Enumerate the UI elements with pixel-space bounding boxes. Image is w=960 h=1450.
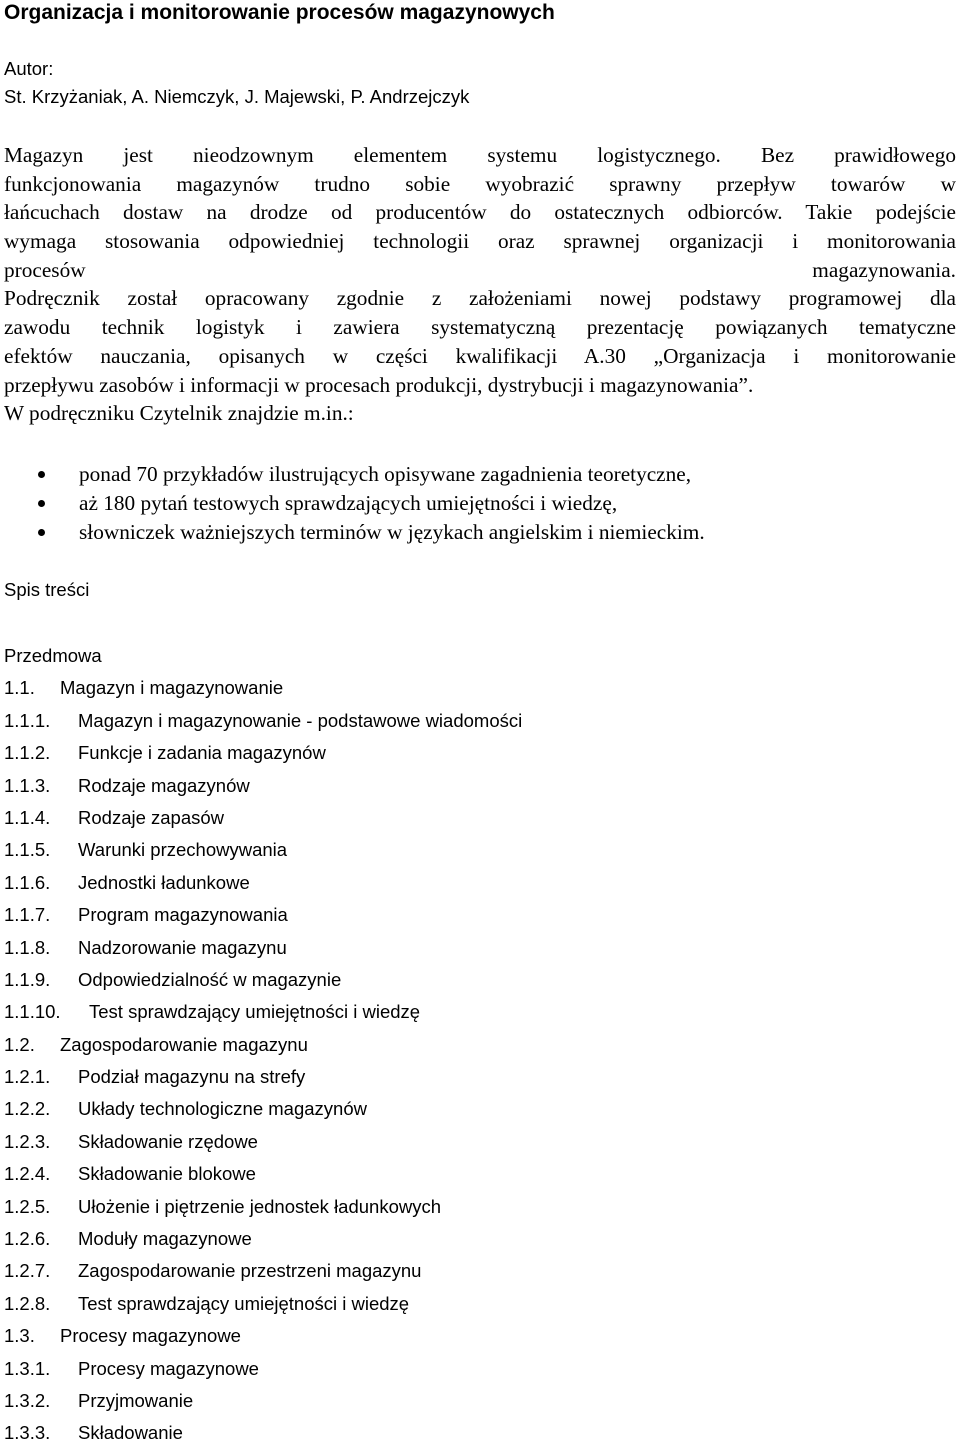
toc-entry-label: Test sprawdzający umiejętności i wiedzę: [89, 1001, 421, 1023]
intro-line: zawodu technik logistyk i zawiera systematyczną prezentację powiązanych tematyczne: [4, 315, 956, 340]
list-item: [0, 518, 705, 547]
toc-entry-number: 1.1.4.: [4, 806, 51, 828]
toc-entry-label: Procesy magazynowe: [60, 1325, 241, 1347]
list-item-text: słowniczek ważniejszych terminów w językach angielskim i niemieckim.: [79, 520, 705, 544]
toc-entry-label: Nadzorowanie magazynu: [78, 936, 287, 958]
intro-line: łańcuchach dostaw na drodze od producentów do ostatecznych odbiorców. Takie podejście: [4, 200, 956, 225]
toc-entry-label: Magazyn i magazynowanie: [60, 677, 284, 699]
toc-entry-label: Ułożenie i piętrzenie jednostek ładunkowych: [78, 1195, 442, 1217]
toc-entry-label: Zagospodarowanie przestrzeni magazynu: [78, 1260, 422, 1282]
toc-entry-label: Procesy magazynowe: [78, 1357, 259, 1379]
intro-line: wymaga stosowania odpowiedniej technologii oraz sprawnej organizacji i monitorowania: [4, 229, 956, 254]
list-item: [0, 489, 705, 518]
toc-entry-number: 1.2.1.: [4, 1066, 51, 1088]
document-title: Organizacja i monitorowanie procesów magazynowych: [4, 1, 555, 24]
toc-entry-label: Funkcje i zadania magazynów: [78, 742, 326, 764]
toc-entry-label: Rodzaje zapasów: [78, 806, 225, 828]
bullet-icon: [38, 529, 45, 536]
toc-entry-number: 1.2.7.: [4, 1260, 51, 1282]
bullet-icon: [38, 500, 45, 507]
toc-entry-label: Test sprawdzający umiejętności i wiedzę: [78, 1292, 410, 1314]
toc-entry-number: 1.1.: [4, 677, 35, 699]
toc-entry-label: Program magazynowania: [78, 904, 288, 926]
intro-line: Podręcznik został opracowany zgodnie z założeniami nowej podstawy programowej dla: [4, 286, 956, 311]
toc-entry-label: Rodzaje magazynów: [78, 774, 250, 796]
toc-entry-number: 1.1.2.: [4, 742, 51, 764]
toc-entry-number: 1.1.7.: [4, 904, 51, 926]
intro-paragraph: [4, 141, 956, 428]
list-item-text: aż 180 pytań testowych sprawdzających umiejętności i wiedzę,: [79, 491, 618, 515]
toc-entry-number: 1.3.2.: [4, 1389, 51, 1411]
toc-entry-number: 1.2.3.: [4, 1130, 51, 1152]
toc-entry-label: Składowanie rzędowe: [78, 1130, 258, 1152]
toc-entry-number: 1.3.3.: [4, 1422, 51, 1444]
toc-entry-number: 1.2.2.: [4, 1098, 51, 1120]
toc-entry-label: Warunki przechowywania: [78, 839, 288, 861]
toc-entry-number: 1.2.6.: [4, 1228, 51, 1250]
toc-entry-label: Składowanie: [78, 1422, 183, 1444]
toc-entry-label: Jednostki ładunkowe: [78, 871, 250, 893]
toc-entry-number: 1.2.: [4, 1033, 35, 1055]
toc-entry-label: Magazyn i magazynowanie - podstawowe wiadomości: [78, 709, 523, 731]
toc-entry-number: 1.1.1.: [4, 709, 51, 731]
toc-entry-number: 1.3.1.: [4, 1357, 51, 1379]
toc-heading: Spis treści: [4, 579, 90, 600]
bullet-icon: [38, 471, 45, 478]
intro-line: W podręczniku Czytelnik znajdzie m.in.:: [4, 401, 354, 426]
intro-line: funkcjonowania magazynów trudno sobie wyobrazić sprawny przepływ towarów w: [4, 171, 956, 196]
toc-entry-number: 1.1.3.: [4, 774, 51, 796]
list-item: [0, 460, 705, 489]
toc-entry-label: Moduły magazynowe: [78, 1228, 252, 1250]
author-label: Autor:: [4, 58, 54, 79]
toc-entry-number: 1.2.4.: [4, 1163, 51, 1185]
list-item-text: ponad 70 przykładów ilustrujących opisywane zagadnienia teoretyczne,: [79, 462, 692, 486]
toc-entry-number: 1.1.6.: [4, 871, 51, 893]
toc-entry-label: Zagospodarowanie magazynu: [60, 1033, 308, 1055]
toc-entry-number: 1.1.8.: [4, 936, 51, 958]
toc-entry-number: Przedmowa: [4, 645, 102, 666]
toc-entry-number: 1.3.: [4, 1325, 35, 1347]
intro-line: Magazyn jest nieodzownym elementem systemu logistycznego. Bez prawidłowego: [4, 143, 956, 167]
toc-entry-number: 1.2.8.: [4, 1292, 51, 1314]
feature-list: [0, 460, 705, 547]
toc-entry-label: Podział magazynu na strefy: [78, 1066, 306, 1088]
intro-line: przepływu zasobów i informacji w procesach produkcji, dystrybucji i magazynowania”.: [4, 372, 754, 397]
intro-line: efektów nauczania, opisanych w części kwalifikacji A.30 „Organizacja i monitorowanie: [4, 343, 956, 368]
toc-entry-label: Układy technologiczne magazynów: [78, 1098, 367, 1120]
author-names: St. Krzyżaniak, A. Niemczyk, J. Majewski, P. Andrzejczyk: [4, 86, 470, 107]
intro-line: procesów magazynowania.: [4, 257, 956, 282]
toc-entry-number: 1.1.5.: [4, 839, 51, 861]
toc-entry-label: Odpowiedzialność w magazynie: [78, 968, 342, 990]
toc-entry-number: 1.2.5.: [4, 1195, 51, 1217]
toc-entry-number: 1.1.9.: [4, 968, 51, 990]
toc-entry-label: Przyjmowanie: [78, 1389, 194, 1411]
toc-entry-number: 1.1.10.: [4, 1001, 61, 1023]
toc-entry-label: Składowanie blokowe: [78, 1163, 256, 1185]
